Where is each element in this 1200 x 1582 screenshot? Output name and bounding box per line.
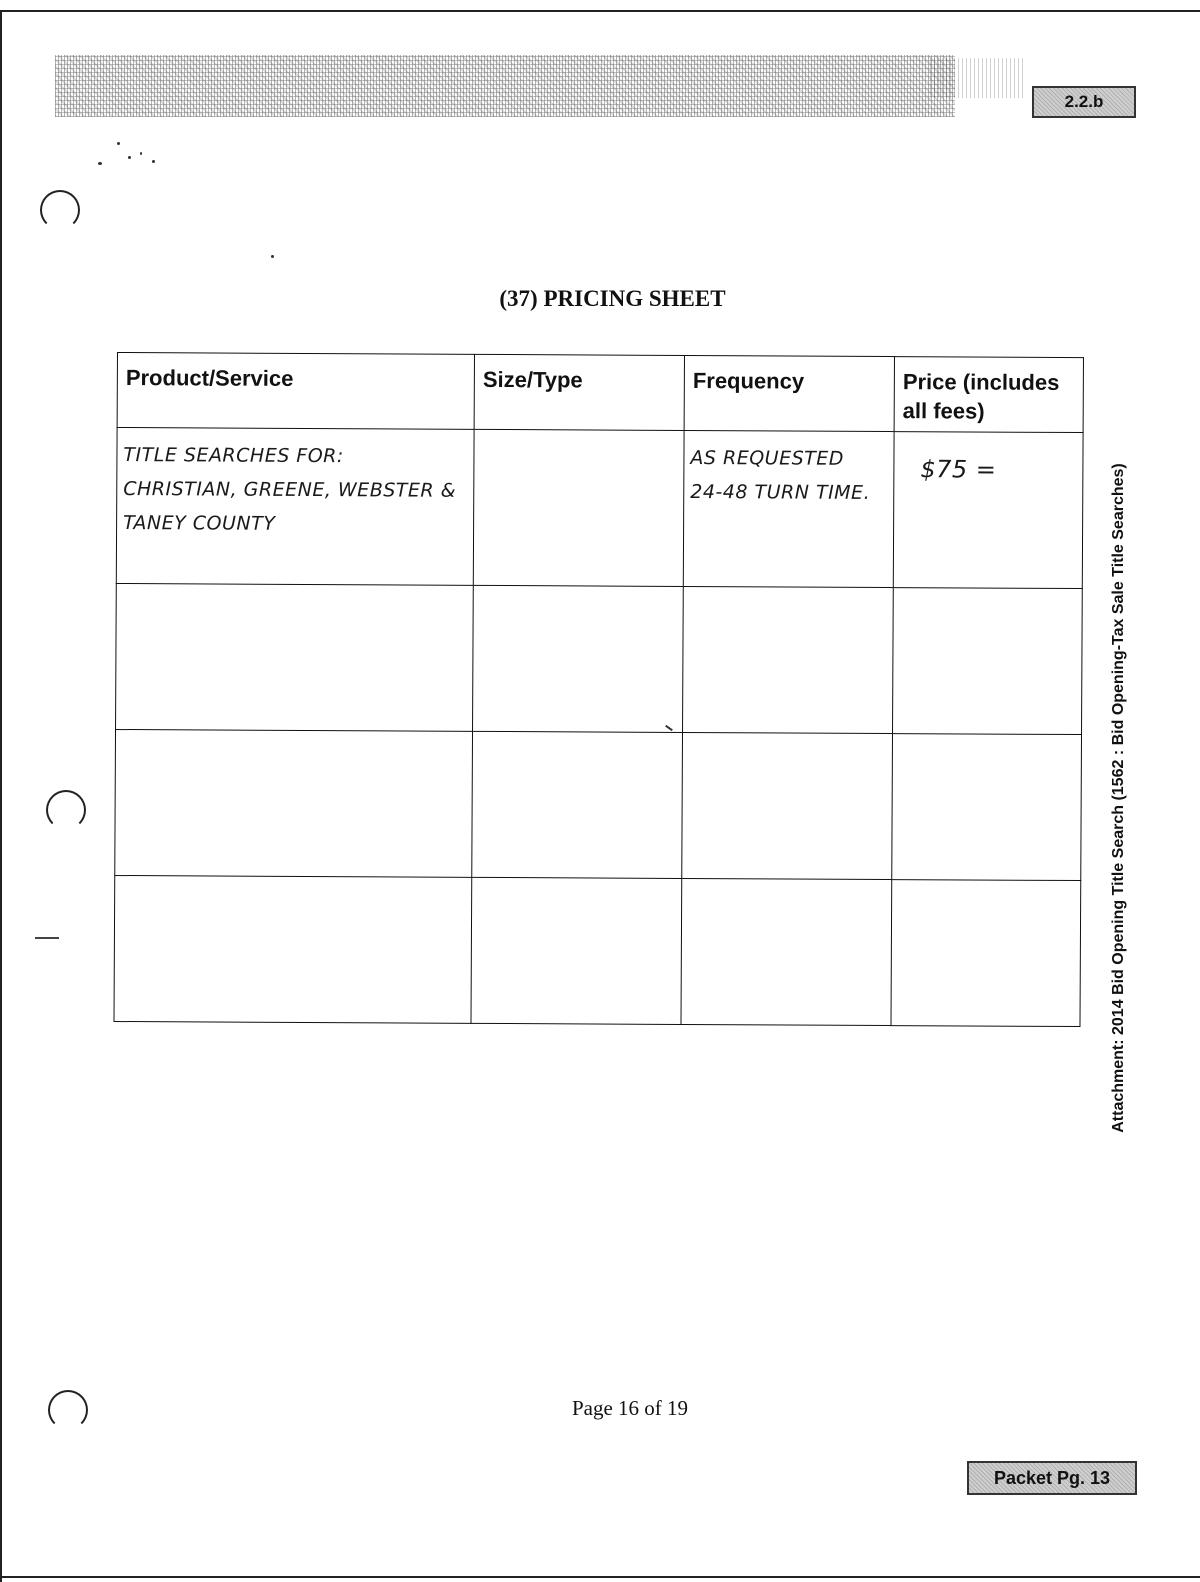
table-row xyxy=(116,583,1083,734)
table-header-row xyxy=(117,353,1083,433)
cell-frequency xyxy=(681,878,892,1025)
scan-noise-header-right xyxy=(930,58,1025,98)
punch-hole-icon xyxy=(46,790,86,830)
scan-speck xyxy=(140,152,142,155)
table-row xyxy=(114,875,1081,1026)
page-title: (37) PRICING SHEET xyxy=(499,286,726,311)
column-header-product-service: Product/Service xyxy=(117,353,474,430)
scan-mark xyxy=(35,937,59,939)
cell-frequency xyxy=(682,732,893,879)
cell-price: $75 = xyxy=(893,432,1083,589)
table-row xyxy=(116,428,1083,589)
cell-size-type xyxy=(472,731,683,878)
cell-frequency: AS REQUESTED 24-48 TURN TIME. xyxy=(683,430,894,587)
cell-product-service xyxy=(116,583,474,731)
cell-price xyxy=(891,880,1081,1027)
scan-speck xyxy=(98,162,102,165)
column-header-price: Price (includes all fees) xyxy=(894,357,1083,433)
column-header-frequency: Frequency xyxy=(684,355,894,431)
attachment-label: Attachment: 2014 Bid Opening Title Search (1562 : Bid Opening-Tax Sale Title Searches) xyxy=(1110,463,1127,1133)
page-border-left xyxy=(0,10,2,1582)
scan-speck xyxy=(271,255,274,258)
agenda-item-badge: 2.2.b xyxy=(1032,86,1136,118)
cell-price xyxy=(893,588,1083,735)
cell-size-type xyxy=(473,429,684,586)
cell-price xyxy=(892,734,1082,881)
scan-speck xyxy=(117,142,120,145)
table-row xyxy=(115,729,1082,880)
page-number: Page 16 of 19 xyxy=(571,1396,689,1420)
cell-frequency xyxy=(683,586,894,733)
cell-size-type xyxy=(471,877,682,1024)
punch-hole-icon xyxy=(40,190,80,230)
pricing-table xyxy=(113,352,1083,1027)
cell-product-service xyxy=(115,729,473,877)
page-border-top xyxy=(0,10,1200,12)
cell-product-service: TITLE SEARCHES FOR: CHRISTIAN, GREENE, WEBSTER & TANEY COUNTY xyxy=(116,428,474,586)
cell-size-type xyxy=(473,585,684,732)
page-border-bottom xyxy=(0,1576,1200,1578)
scan-noise-header xyxy=(55,55,955,117)
scan-speck xyxy=(128,156,131,159)
packet-page-badge: Packet Pg. 13 xyxy=(967,1461,1137,1495)
column-header-size-type: Size/Type xyxy=(474,354,684,430)
cell-product-service xyxy=(114,875,472,1023)
scan-speck xyxy=(152,160,155,163)
